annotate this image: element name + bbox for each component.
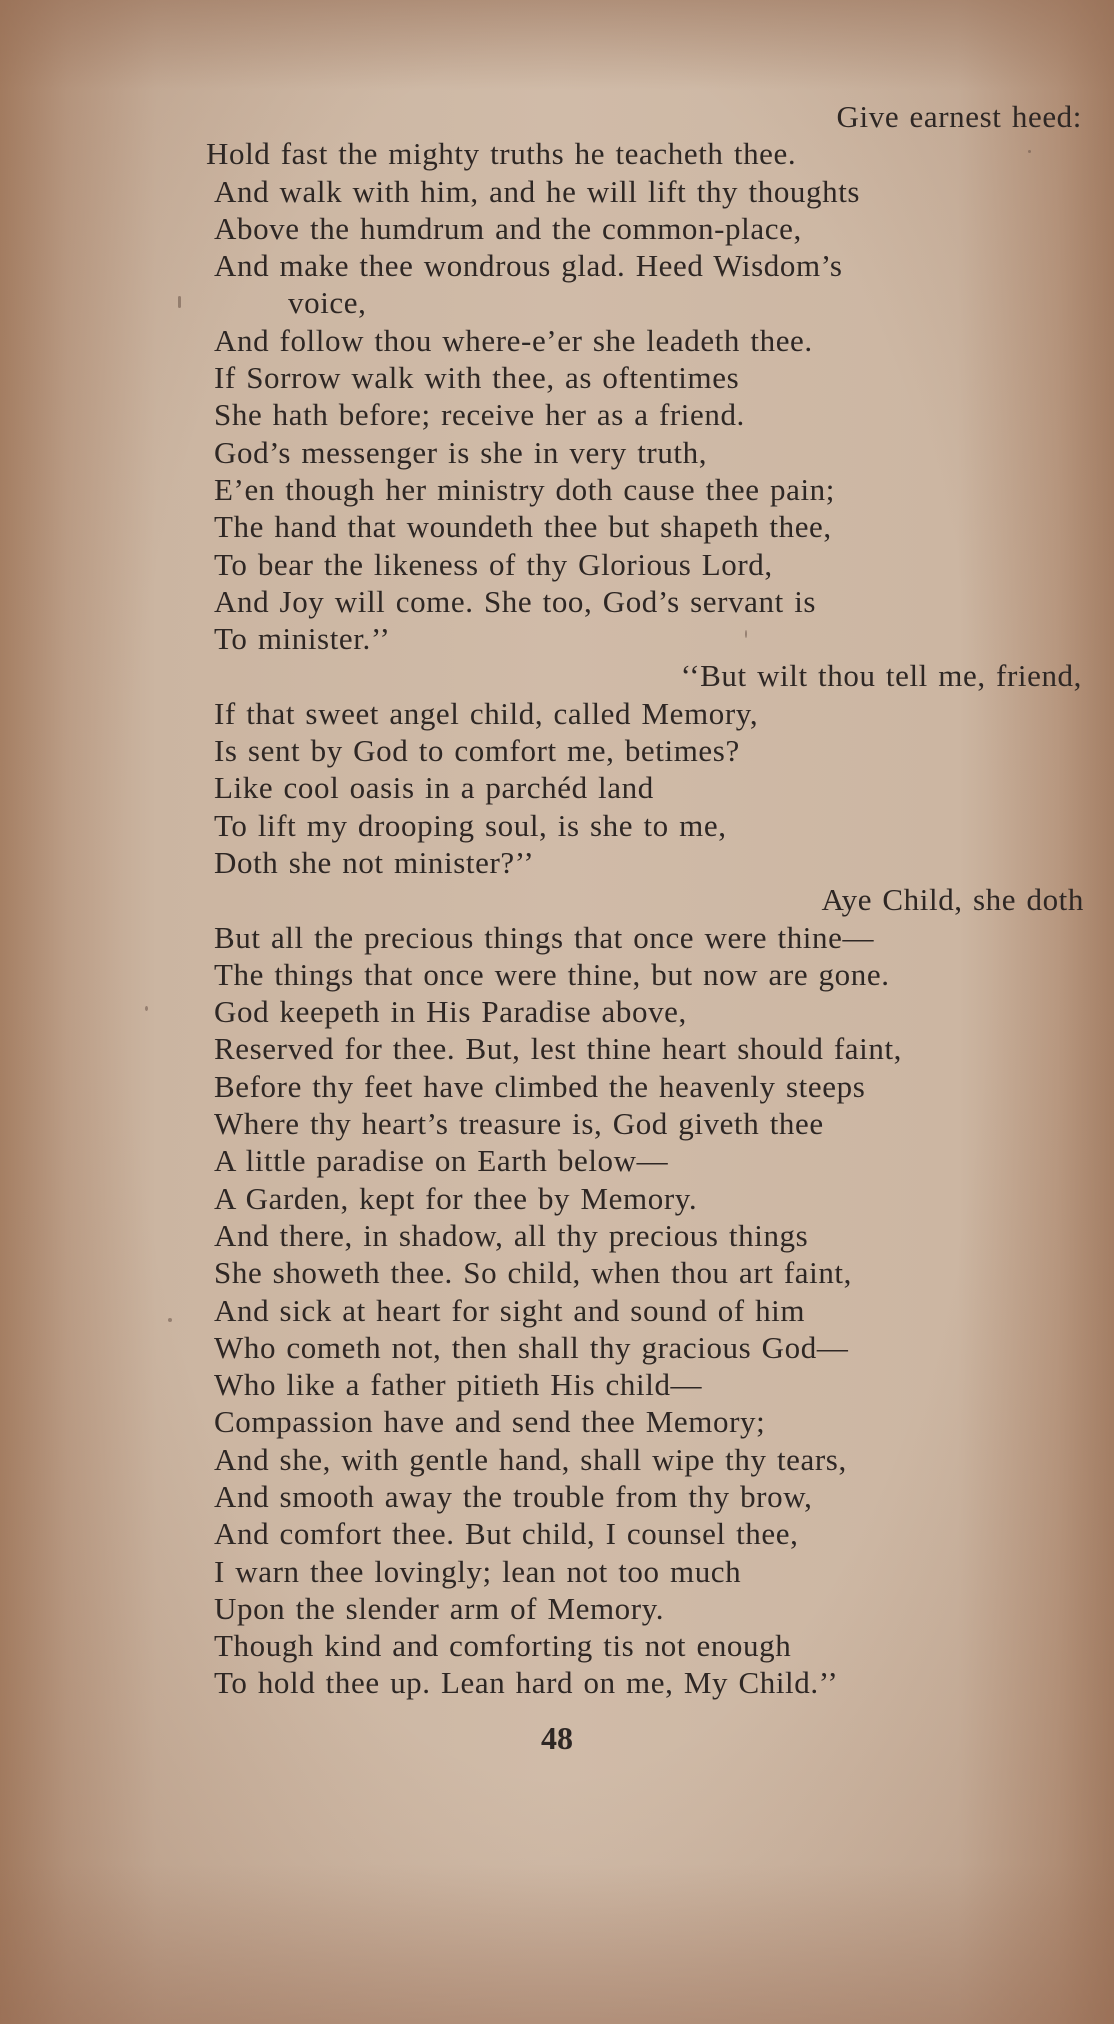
- poem-line: Compassion have and send thee Memory;: [214, 1404, 766, 1440]
- poem-line: E’en though her ministry doth cause thee pain;: [214, 471, 835, 507]
- poem-line: And comfort thee. But child, I counsel thee,: [214, 1516, 799, 1552]
- poem-line: But all the precious things that once were thine—: [214, 919, 875, 955]
- poem-line: Doth she not minister?’’: [214, 844, 535, 880]
- poem-line: I warn thee lovingly; lean not too much: [214, 1553, 742, 1589]
- poem-line: She hath before; receive her as a friend.: [214, 397, 745, 433]
- poem-line: Hold fast the mighty truths he teacheth thee.: [206, 136, 797, 172]
- poem-line: A Garden, kept for thee by Memory.: [214, 1180, 698, 1216]
- poem-line: And there, in shadow, all thy precious things: [214, 1217, 809, 1253]
- poem-line: ‘‘But wilt thou tell me, friend,: [680, 658, 1082, 694]
- poem-line: Where thy heart’s treasure is, God giveth thee: [214, 1106, 824, 1142]
- poem-line: If that sweet angel child, called Memory,: [214, 695, 759, 731]
- poem-line: To bear the likeness of thy Glorious Lord,: [214, 546, 773, 582]
- poem-line: To lift my drooping soul, is she to me,: [214, 807, 727, 843]
- poem-line: If Sorrow walk with thee, as oftentimes: [214, 360, 740, 396]
- poem-line: Who like a father pitieth His child—: [214, 1367, 703, 1403]
- poem-line: And make thee wondrous glad. Heed Wisdom’s: [214, 248, 843, 284]
- poem-line: And sick at heart for sight and sound of him: [214, 1292, 806, 1328]
- poem-line: Give earnest heed:: [836, 99, 1082, 134]
- poem-line: She showeth thee. So child, when thou art faint,: [214, 1255, 852, 1291]
- poem-line: And smooth away the trouble from thy brow,: [214, 1478, 813, 1514]
- poem-line: voice,: [288, 285, 367, 321]
- poem-line: To minister.’’: [214, 621, 391, 657]
- poem-line: The hand that woundeth thee but shapeth thee,: [214, 509, 832, 545]
- poem-line: Before thy feet have climbed the heavenly steeps: [214, 1068, 866, 1104]
- poem-line: Upon the slender arm of Memory.: [214, 1590, 665, 1626]
- poem-line: The things that once were thine, but now are gone.: [214, 956, 890, 992]
- poem-line: And Joy will come. She too, God’s servant is: [214, 583, 817, 619]
- poem-line: To hold thee up. Lean hard on me, My Child.’’: [214, 1665, 839, 1701]
- page-number: 48: [541, 1720, 573, 1756]
- poem-line: Is sent by God to comfort me, betimes?: [214, 733, 740, 769]
- poem-line: Like cool oasis in a parchéd land: [214, 770, 654, 806]
- poem-line: And follow thou where-e’er she leadeth thee.: [214, 322, 813, 358]
- poem-line: Reserved for thee. But, lest thine heart should faint,: [214, 1031, 903, 1067]
- poem-line: And she, with gentle hand, shall wipe thy tears,: [214, 1441, 847, 1477]
- poem-line: God keepeth in His Paradise above,: [214, 994, 687, 1030]
- poem-line: A little paradise on Earth below—: [214, 1143, 669, 1179]
- poem-line: God’s messenger is she in very truth,: [214, 434, 708, 470]
- poem-line: Aye Child, she doth: [821, 882, 1084, 918]
- poem-line: Above the humdrum and the common-place,: [214, 210, 802, 246]
- poem-line: Though kind and comforting tis not enough: [214, 1628, 792, 1664]
- poem-line: And walk with him, and he will lift thy thoughts: [214, 173, 861, 209]
- poem-line: Who cometh not, then shall thy gracious God—: [214, 1329, 849, 1365]
- poem-text: [0, 98, 1114, 1702]
